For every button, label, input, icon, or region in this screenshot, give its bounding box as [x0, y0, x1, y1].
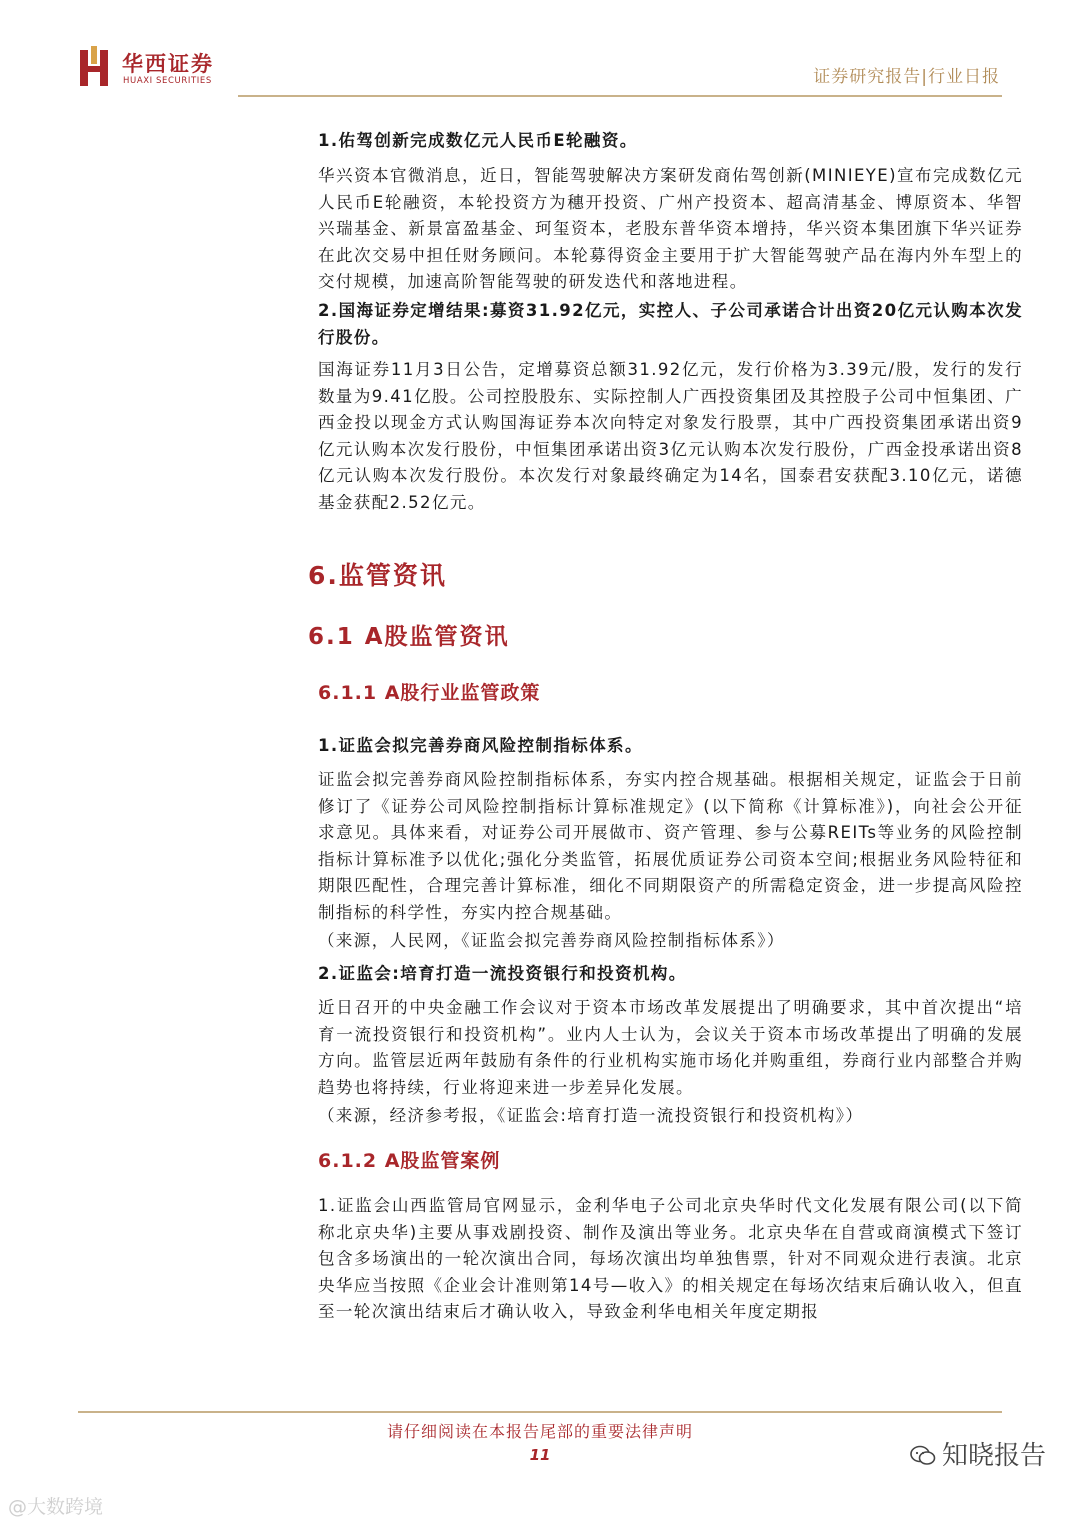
- case-body: 1.证监会山西监管局官网显示，金利华电子公司北京央华时代文化发展有限公司(以下简称北京央华)主要从事戏剧投资、制作及演出等业务。北京央华在自营或商演模式下签订包含多场演出的一轮次演出合同，每场次演出均单独售票，针对不同观众进行表演。北京央华应当按照《企业会计准则第14号—收入》的相关规定在每场次结束后确认收入，但直至一轮次演出结束后才确认收入，导致金利华电相关年度定期报: [318, 1196, 1023, 1321]
- policy-item-2: [318, 961, 1023, 988]
- news-title: 1.佑驾创新完成数亿元人民币E轮融资。: [318, 131, 638, 150]
- report-type: 证券研究报告|行业日报: [813, 67, 1000, 87]
- company-name-en: HUAXI SECURITIES: [123, 76, 212, 86]
- news-item-2-body-wrap: [318, 357, 1023, 516]
- policy-title: 2.证监会:培育打造一流投资银行和投资机构。: [318, 964, 687, 983]
- policy-item-1-body-wrap: [318, 767, 1023, 926]
- policy-item-2-source-wrap: [318, 1103, 1023, 1130]
- news-item-2: [318, 298, 1023, 351]
- footer-divider: [78, 1411, 1002, 1413]
- policy-source: （来源，经济参考报，《证监会:培育打造一流投资银行和投资机构》）: [318, 1106, 864, 1125]
- case-item: [318, 1193, 1023, 1326]
- wechat-icon: [910, 1445, 936, 1467]
- huaxi-logo-icon: [78, 46, 112, 88]
- company-name-cn: 华西证券: [122, 52, 214, 76]
- policy-item-2-body-wrap: [318, 995, 1023, 1101]
- policy-source: （来源，人民网，《证监会拟完善券商风险控制指标体系》）: [318, 931, 785, 950]
- subsection-heading: 6.1 A股监管资讯: [308, 624, 510, 650]
- policy-item-1: [318, 733, 1023, 760]
- subsubsection-heading: 6.1.2 A股监管案例: [318, 1150, 501, 1172]
- policy-body: 近日召开的中央金融工作会议对于资本市场改革发展提出了明确要求，其中首次提出“培育一流投资银行和投资机构”。业内人士认为，会议关于资本市场改革提出了明确的发展方向。监管层近两年鼓励有条件的行业机构实施市场化并购重组，券商行业内部整合并购趋势也将持续，行业将迎来进一步差异化发展。: [318, 998, 1023, 1097]
- news-item-1: [318, 128, 1023, 155]
- news-body: 华兴资本官微消息，近日，智能驾驶解决方案研发商佑驾创新(MINIEYE)宣布完成数亿元人民币E轮融资，本轮投资方为穗开投资、广州产投资本、超高清基金、博原资本、华智兴瑞基金、新景富盈基金、珂玺资本，老股东普华资本增持，华兴资本集团旗下华兴证券在此次交易中担任财务顾问。本轮募得资金主要用于扩大智能驾驶产品在海内外车型上的交付规模，加速高阶智能驾驶的研发迭代和落地进程。: [318, 166, 1023, 291]
- news-title: 2.国海证券定增结果:募资31.92亿元，实控人、子公司承诺合计出资20亿元认购本次发行股份。: [318, 301, 1023, 347]
- watermark-left: @大数跨境: [8, 1496, 104, 1518]
- page-number: 11: [529, 1446, 551, 1464]
- news-body: 国海证券11月3日公告，定增募资总额31.92亿元，发行价格为3.39元/股，发行的发行数量为9.41亿股。公司控股股东、实际控制人广西投资集团及其控股子公司中恒集团、广西金投以现金方式认购国海证券本次向特定对象发行股票，其中广西投资集团承诺出资9亿元认购本次发行股份，中恒集团承诺出资3亿元认购本次发行股份，广西金投承诺出资8亿元认购本次发行股份。本次发行对象最终确定为14名，国泰君安获配3.10亿元，诺德基金获配2.52亿元。: [318, 360, 1023, 512]
- policy-item-1-source-wrap: [318, 928, 1023, 955]
- watermark-right: [910, 1435, 1046, 1472]
- company-logo: [78, 46, 228, 92]
- subsubsection-heading: 6.1.1 A股行业监管政策: [318, 682, 541, 704]
- legal-notice: 请仔细阅读在本报告尾部的重要法律声明: [386, 1422, 693, 1441]
- policy-title: 1.证监会拟完善券商风险控制指标体系。: [318, 736, 643, 755]
- header-divider: [238, 95, 1002, 97]
- news-item-1-body-wrap: [318, 163, 1023, 296]
- watermark-right-text: 知晓报告: [941, 1441, 1046, 1471]
- policy-body: 证监会拟完善券商风险控制指标体系，夯实内控合规基础。根据相关规定，证监会于日前修订了《证券公司风险控制指标计算标准规定》(以下简称《计算标准》)，向社会公开征求意见。具体来看，对证券公司开展做市、资产管理、参与公募REITs等业务的风险控制指标计算标准予以优化;强化分类监管，拓展优质证券公司资本空间;根据业务风险特征和期限匹配性，合理完善计算标准，细化不同期限资产的所需稳定资金，进一步提高风险控制指标的科学性，夯实内控合规基础。: [318, 770, 1023, 922]
- section-heading: 6.监管资讯: [308, 561, 447, 590]
